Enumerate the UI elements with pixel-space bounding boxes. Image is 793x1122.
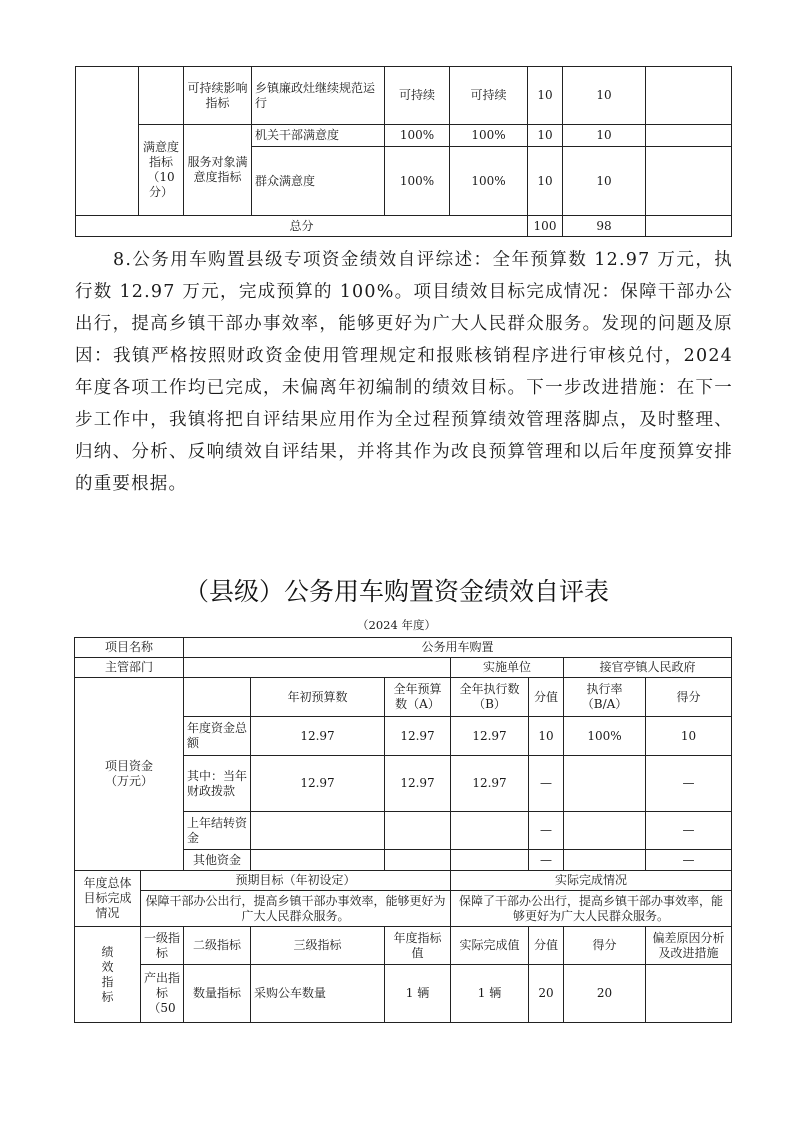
total-score: 98	[563, 216, 646, 237]
score-cell: 20	[564, 965, 646, 1023]
impl-label: 实施单位	[451, 658, 564, 678]
weight-cell: 10	[528, 125, 563, 147]
project-name-value: 公务用车购置	[184, 638, 732, 658]
funds-row-name: 上年结转资金	[184, 812, 251, 850]
perf-header: 二级指标	[184, 927, 251, 965]
actual-cell: 1 辆	[451, 965, 529, 1023]
score-cell: 10	[563, 125, 646, 147]
level3-cell: 乡镇廉政灶继续规范运行	[252, 67, 385, 125]
funds-header: 年初预算数	[251, 678, 385, 717]
target-cell: 1 辆	[385, 965, 451, 1023]
table-row	[75, 658, 732, 678]
level3-cell: 采购公车数量	[251, 965, 385, 1023]
level1-cell: 产出指标（50	[141, 965, 184, 1023]
weight-cell: 10	[528, 67, 563, 125]
empty-cell	[76, 67, 139, 216]
score-cell: 10	[646, 717, 732, 756]
note-cell	[646, 147, 732, 216]
impl-value: 接官亭镇人民政府	[564, 658, 732, 678]
project-name-label: 项目名称	[75, 638, 184, 658]
form-title: （县级）公务用车购置资金绩效自评表	[183, 577, 609, 606]
funds-header: 全年预算数（A）	[385, 678, 451, 717]
table-row	[76, 125, 732, 147]
form-year: （2024 年度）	[357, 618, 436, 632]
target-cell: 可持续	[385, 67, 450, 125]
weight-cell: —	[529, 812, 564, 850]
score-cell: 10	[563, 67, 646, 125]
score-cell: —	[646, 850, 732, 871]
actual-goal: 保障了干部办公出行，提高乡镇干部办事效率，能够更好为广大人民群众服务。	[451, 891, 732, 927]
score-cell: 10	[563, 147, 646, 216]
goals-label: 年度总体目标完成情况	[75, 871, 141, 927]
funds-header: 得分	[646, 678, 732, 717]
level3-cell: 机关干部满意度	[252, 125, 385, 147]
funds-row-name: 其中：当年财政拨款	[184, 756, 251, 812]
dept-value	[184, 658, 451, 678]
executed-cell	[451, 850, 529, 871]
budget-cell: 12.97	[385, 717, 451, 756]
actual-header: 实际完成情况	[451, 871, 732, 891]
executed-cell	[451, 812, 529, 850]
actual-cell: 可持续	[450, 67, 528, 125]
weight-cell: —	[529, 756, 564, 812]
note-cell	[646, 125, 732, 147]
table-row	[75, 965, 732, 1023]
expected-goal: 保障干部办公出行，提高乡镇干部办事效率，能够更好为广大人民群众服务。	[141, 891, 451, 927]
summary-paragraph	[75, 244, 733, 500]
score-cell: —	[646, 812, 732, 850]
empty-cell	[184, 678, 251, 717]
target-cell: 100%	[385, 147, 450, 216]
budget-cell	[385, 812, 451, 850]
target-cell: 100%	[385, 125, 450, 147]
perf-header: 年度指标值	[385, 927, 451, 965]
actual-cell: 100%	[450, 125, 528, 147]
rate-cell	[564, 850, 646, 871]
funds-header: 分值	[529, 678, 564, 717]
note-cell	[646, 216, 732, 237]
perf-header: 偏差原因分析及改进措施	[646, 927, 732, 965]
weight-cell: 10	[529, 717, 564, 756]
initial-cell: 12.97	[251, 717, 385, 756]
actual-cell: 100%	[450, 147, 528, 216]
budget-cell	[385, 850, 451, 871]
level2-cell: 数量指标	[184, 965, 251, 1023]
evaluation-form-table	[74, 637, 732, 1023]
table-row	[75, 638, 732, 658]
rate-cell	[564, 756, 646, 812]
weight-cell: 20	[529, 965, 564, 1023]
table-row	[75, 927, 732, 965]
table-row	[75, 678, 732, 717]
total-row	[76, 216, 732, 237]
total-weight: 100	[528, 216, 563, 237]
level1-cell	[139, 67, 184, 125]
expected-header: 预期目标（年初设定）	[141, 871, 451, 891]
table-row	[75, 871, 732, 891]
funds-row-name: 年度资金总额	[184, 717, 251, 756]
score-cell: —	[646, 756, 732, 812]
rate-cell: 100%	[564, 717, 646, 756]
perf-header: 实际完成值	[451, 927, 529, 965]
executed-cell: 12.97	[451, 756, 529, 812]
level1-cell: 满意度指标（10分）	[139, 125, 184, 216]
perf-header: 得分	[564, 927, 646, 965]
total-label: 总分	[76, 216, 528, 237]
budget-cell: 12.97	[385, 756, 451, 812]
funds-header: 执行率（B/A）	[564, 678, 646, 717]
table-row	[75, 891, 732, 927]
initial-cell	[251, 812, 385, 850]
level3-cell: 群众满意度	[252, 147, 385, 216]
initial-cell: 12.97	[251, 756, 385, 812]
level2-cell: 服务对象满意度指标	[184, 125, 252, 216]
perf-header: 分值	[529, 927, 564, 965]
funds-header: 全年执行数（B）	[451, 678, 529, 717]
weight-cell: 10	[528, 147, 563, 216]
dept-label: 主管部门	[75, 658, 184, 678]
perf-header: 一级指标	[141, 927, 184, 965]
rate-cell	[564, 812, 646, 850]
note-cell	[646, 965, 732, 1023]
summary-text: 8.公务用车购置县级专项资金绩效自评综述：全年预算数 12.97 万元，执行数 12.97 万元，完成预算的 100%。项目绩效目标完成情况：保障干部办公出行，提高乡镇干部办事效率，能够更好为广大人民群众服务。发现的问题及原因：我镇严格按照财政资金使用管理规定和报账核销程序进行审核兑付，2024 年度各项工作均已完成，未偏离年初编制的绩效目标。下一步改进措施：在下一步工作中，我镇将把自评结果应用作为全过程预算绩效管理落脚点，及时整理、归纳、分析、反响绩效自评结果，并将其作为改良预算管理和以后年度预算安排的重要根据。	[75, 250, 733, 494]
funds-label: 项目资金（万元）	[75, 678, 184, 871]
executed-cell: 12.97	[451, 717, 529, 756]
level2-cell: 可持续影响指标	[184, 67, 252, 125]
table-row	[76, 67, 732, 125]
initial-cell	[251, 850, 385, 871]
weight-cell: —	[529, 850, 564, 871]
note-cell	[646, 67, 732, 125]
funds-row-name: 其他资金	[184, 850, 251, 871]
top-performance-table	[75, 66, 732, 237]
perf-header: 三级指标	[251, 927, 385, 965]
perf-label: 绩效指标	[75, 927, 141, 1023]
